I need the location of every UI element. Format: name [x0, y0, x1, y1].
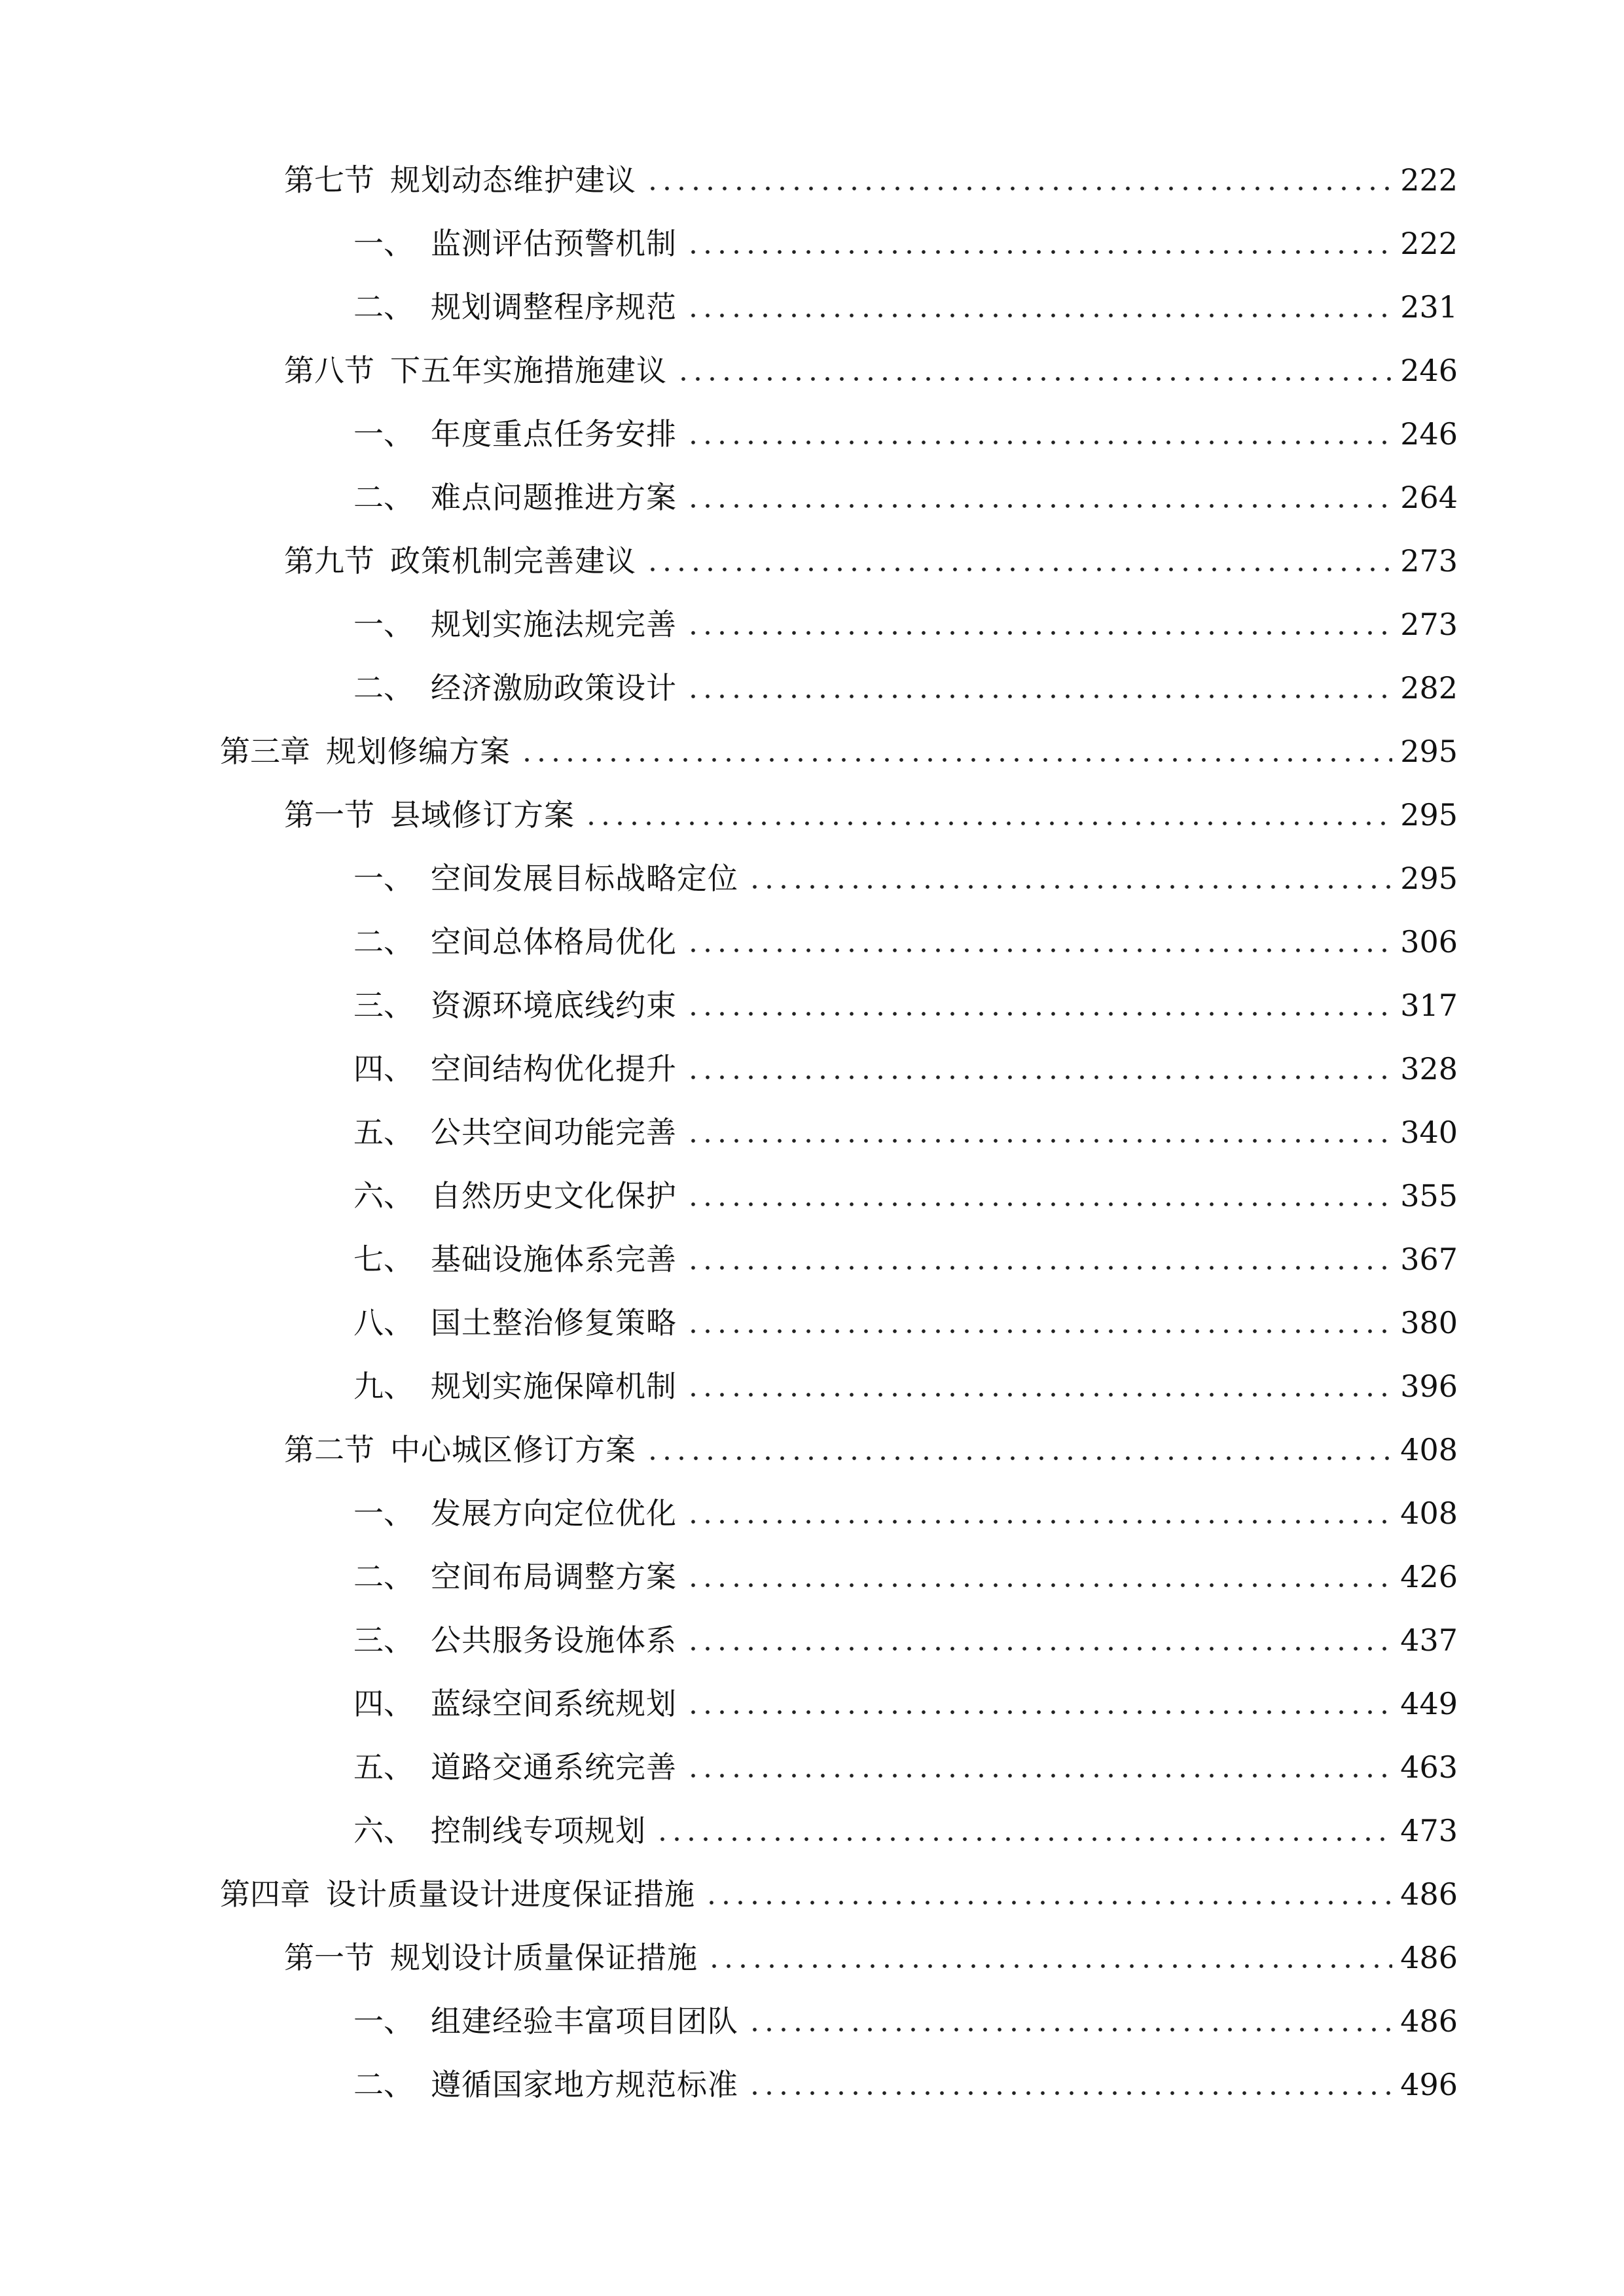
- dot-leader: [645, 1432, 1392, 1462]
- toc-entry-title: 规划修编方案: [326, 733, 511, 769]
- toc-entry[interactable]: [0, 275, 1624, 338]
- toc-entry[interactable]: [0, 148, 1624, 211]
- toc-page-number: 380: [1400, 1304, 1458, 1340]
- toc-page-number: 282: [1400, 670, 1458, 706]
- dot-leader: [686, 226, 1392, 256]
- toc-page-number: 295: [1400, 860, 1458, 896]
- toc-page-number: 317: [1400, 987, 1458, 1023]
- toc-entry-title: 规划设计质量保证措施: [390, 1939, 698, 1975]
- toc-page-number: 222: [1400, 225, 1458, 261]
- dot-leader: [686, 1178, 1392, 1208]
- toc-page-number: 486: [1400, 1939, 1458, 1975]
- toc-entry[interactable]: [0, 973, 1624, 1037]
- toc-entry-number: 一、: [353, 1495, 414, 1531]
- dot-leader: [676, 353, 1392, 383]
- toc-entry-number: 四、: [353, 1050, 414, 1086]
- toc-entry-title: 基础设施体系完善: [431, 1241, 677, 1277]
- toc-entry[interactable]: [0, 656, 1624, 719]
- dot-leader: [686, 1623, 1392, 1653]
- toc-entry[interactable]: [0, 1989, 1624, 2053]
- dot-leader: [686, 289, 1392, 319]
- toc-entry-title: 监测评估预警机制: [431, 225, 677, 261]
- toc-entry-title: 规划调整程序规范: [431, 289, 677, 325]
- toc-entry-number: 三、: [353, 987, 414, 1023]
- toc-entry-number: 三、: [353, 1622, 414, 1658]
- toc-entry[interactable]: [0, 338, 1624, 402]
- toc-entry-number: 第四章: [220, 1876, 310, 1912]
- toc-entry[interactable]: [0, 719, 1624, 783]
- dot-leader: [686, 924, 1392, 954]
- dot-leader: [645, 543, 1392, 573]
- toc-entry[interactable]: [0, 1418, 1624, 1481]
- toc-entry-title: 政策机制完善建议: [390, 543, 636, 579]
- dot-leader: [686, 1749, 1392, 1780]
- toc-entry-number: 八、: [353, 1304, 414, 1340]
- dot-leader: [686, 1305, 1392, 1335]
- toc-entry-title: 经济激励政策设计: [431, 670, 677, 706]
- toc-entry-title: 公共服务设施体系: [431, 1622, 677, 1658]
- dot-leader: [748, 2003, 1392, 2034]
- toc-entry-title: 中心城区修订方案: [390, 1431, 636, 1467]
- dot-leader: [707, 1940, 1392, 1970]
- toc-entry-title: 难点问题推进方案: [431, 479, 677, 515]
- toc-page-number: 246: [1400, 352, 1458, 388]
- dot-leader: [686, 1115, 1392, 1145]
- toc-entry[interactable]: [0, 1608, 1624, 1672]
- toc-entry-number: 第三章: [220, 733, 310, 769]
- toc-entry-number: 一、: [353, 2003, 414, 2039]
- toc-entry[interactable]: [0, 1926, 1624, 1989]
- toc-entry-title: 规划实施保障机制: [431, 1368, 677, 1404]
- dot-leader: [686, 988, 1392, 1018]
- toc-entry-title: 下五年实施措施建议: [390, 352, 667, 388]
- toc-entry[interactable]: [0, 910, 1624, 973]
- toc-entry[interactable]: [0, 402, 1624, 465]
- toc-entry-number: 二、: [353, 2066, 414, 2102]
- toc-entry-number: 一、: [353, 416, 414, 452]
- toc-entry-number: 二、: [353, 289, 414, 325]
- toc-page-number: 473: [1400, 1812, 1458, 1848]
- toc-page-number: 355: [1400, 1177, 1458, 1213]
- toc-entry[interactable]: [0, 1037, 1624, 1100]
- toc-entry-number: 六、: [353, 1177, 414, 1213]
- toc-page-number: 437: [1400, 1622, 1458, 1658]
- toc-entry-title: 空间结构优化提升: [431, 1050, 677, 1086]
- toc-entry-title: 遵循国家地方规范标准: [431, 2066, 738, 2102]
- toc-entry[interactable]: [0, 1164, 1624, 1227]
- toc-entry-title: 国土整治修复策略: [431, 1304, 677, 1340]
- toc-entry-number: 一、: [353, 860, 414, 896]
- toc-entry[interactable]: [0, 1291, 1624, 1354]
- toc-entry[interactable]: [0, 529, 1624, 592]
- toc-page-number: 486: [1400, 1876, 1458, 1912]
- toc-page-number: 408: [1400, 1495, 1458, 1531]
- toc-entry[interactable]: [0, 783, 1624, 846]
- toc-page-number: 264: [1400, 479, 1458, 515]
- toc-entry-number: 第一节: [284, 797, 374, 833]
- toc-entry[interactable]: [0, 1799, 1624, 1862]
- dot-leader: [520, 734, 1392, 764]
- toc-entry-number: 九、: [353, 1368, 414, 1404]
- toc-entry[interactable]: [0, 1545, 1624, 1608]
- toc-entry-title: 设计质量设计进度保证措施: [326, 1876, 695, 1912]
- toc-page-number: 273: [1400, 606, 1458, 642]
- toc-entry-title: 自然历史文化保护: [431, 1177, 677, 1213]
- toc-entry[interactable]: [0, 1862, 1624, 1926]
- toc-page-number: 231: [1400, 289, 1458, 325]
- toc-entry-number: 一、: [353, 225, 414, 261]
- toc-page-number: 367: [1400, 1241, 1458, 1277]
- toc-page-number: 449: [1400, 1685, 1458, 1721]
- toc-page-number: 496: [1400, 2066, 1458, 2102]
- toc-entry-title: 空间布局调整方案: [431, 1558, 677, 1594]
- toc-page-number: 408: [1400, 1431, 1458, 1467]
- toc-entry[interactable]: [0, 465, 1624, 529]
- toc-entry-number: 第七节: [284, 162, 374, 198]
- toc-entry-title: 县域修订方案: [390, 797, 575, 833]
- toc-page-number: 486: [1400, 2003, 1458, 2039]
- toc-entry[interactable]: [0, 1481, 1624, 1545]
- toc-entry-number: 五、: [353, 1749, 414, 1785]
- toc-page-number: 246: [1400, 416, 1458, 452]
- dot-leader: [704, 1876, 1392, 1907]
- toc-entry-number: 四、: [353, 1685, 414, 1721]
- dot-leader: [748, 861, 1392, 891]
- toc-entry[interactable]: [0, 592, 1624, 656]
- dot-leader: [686, 1686, 1392, 1716]
- toc-page-number: 295: [1400, 733, 1458, 769]
- dot-leader: [686, 416, 1392, 446]
- toc-entry-title: 组建经验丰富项目团队: [431, 2003, 738, 2039]
- toc-entry[interactable]: [0, 211, 1624, 275]
- dot-leader: [686, 670, 1392, 700]
- dot-leader: [645, 162, 1392, 192]
- toc-entry-number: 六、: [353, 1812, 414, 1848]
- toc-entry[interactable]: [0, 1354, 1624, 1418]
- toc-page-number: 295: [1400, 797, 1458, 833]
- toc-entry-number: 二、: [353, 670, 414, 706]
- toc-page-number: 222: [1400, 162, 1458, 198]
- toc-page-number: 396: [1400, 1368, 1458, 1404]
- toc-entry[interactable]: [0, 846, 1624, 910]
- toc-entry-title: 规划实施法规完善: [431, 606, 677, 642]
- toc-entry-number: 第一节: [284, 1939, 374, 1975]
- toc-page-number: 463: [1400, 1749, 1458, 1785]
- toc-entry-number: 五、: [353, 1114, 414, 1150]
- toc-entry-title: 控制线专项规划: [431, 1812, 646, 1848]
- toc-entry-number: 二、: [353, 479, 414, 515]
- toc-entry-title: 发展方向定位优化: [431, 1495, 677, 1531]
- toc-entry-title: 蓝绿空间系统规划: [431, 1685, 677, 1721]
- dot-leader: [686, 1496, 1392, 1526]
- toc-entry-number: 二、: [353, 1558, 414, 1594]
- dot-leader: [584, 797, 1392, 827]
- toc-entry-title: 年度重点任务安排: [431, 416, 677, 452]
- toc-page-number: 340: [1400, 1114, 1458, 1150]
- toc-entry-number: 七、: [353, 1241, 414, 1277]
- toc-entry-title: 公共空间功能完善: [431, 1114, 677, 1150]
- toc-entry[interactable]: [0, 1100, 1624, 1164]
- toc-entry-title: 道路交通系统完善: [431, 1749, 677, 1785]
- toc-entry-title: 规划动态维护建议: [390, 162, 636, 198]
- toc-entry-number: 二、: [353, 924, 414, 960]
- table-of-contents: [0, 148, 1624, 2116]
- toc-entry-number: 第九节: [284, 543, 374, 579]
- dot-leader: [686, 1369, 1392, 1399]
- toc-entry-number: 第二节: [284, 1431, 374, 1467]
- dot-leader: [686, 607, 1392, 637]
- toc-entry-number: 第八节: [284, 352, 374, 388]
- toc-entry[interactable]: [0, 1227, 1624, 1291]
- dot-leader: [686, 480, 1392, 510]
- toc-entry-number: 一、: [353, 606, 414, 642]
- dot-leader: [748, 2067, 1392, 2097]
- toc-page-number: 306: [1400, 924, 1458, 960]
- toc-page-number: 426: [1400, 1558, 1458, 1594]
- toc-entry[interactable]: [0, 1735, 1624, 1799]
- toc-entry[interactable]: [0, 2053, 1624, 2116]
- toc-entry[interactable]: [0, 1672, 1624, 1735]
- toc-entry-title: 资源环境底线约束: [431, 987, 677, 1023]
- toc-entry-title: 空间发展目标战略定位: [431, 860, 738, 896]
- toc-page-number: 328: [1400, 1050, 1458, 1086]
- toc-page-number: 273: [1400, 543, 1458, 579]
- toc-entry-title: 空间总体格局优化: [431, 924, 677, 960]
- dot-leader: [686, 1559, 1392, 1589]
- dot-leader: [686, 1051, 1392, 1081]
- dot-leader: [686, 1242, 1392, 1272]
- dot-leader: [655, 1813, 1392, 1843]
